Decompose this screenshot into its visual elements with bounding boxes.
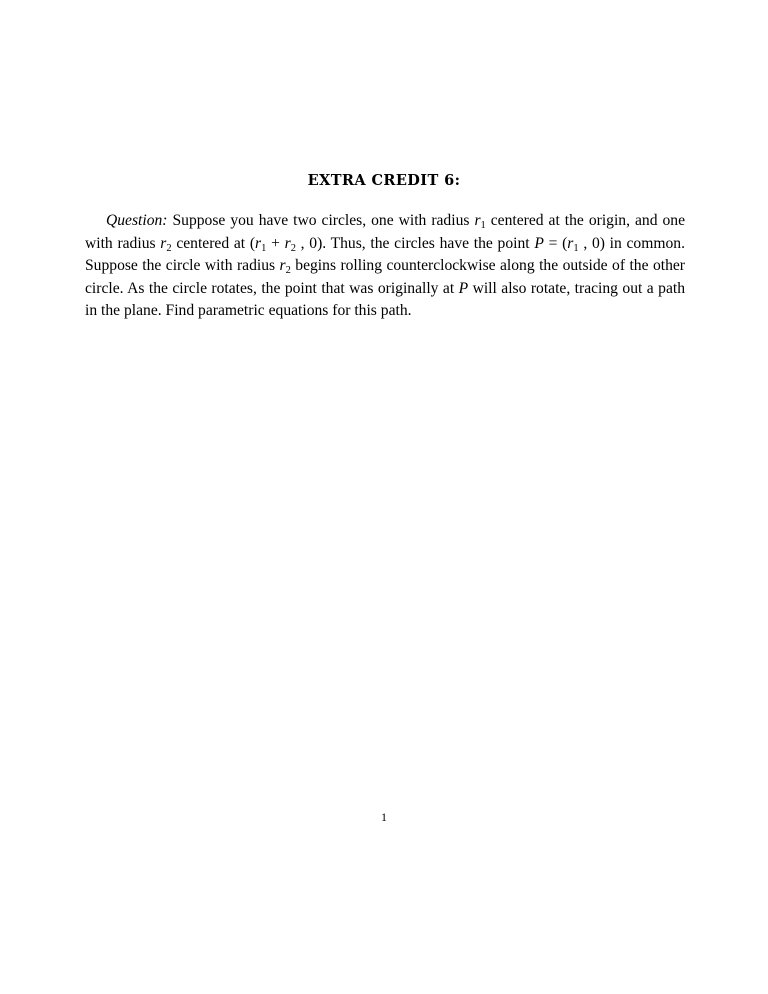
- math-variable: r: [255, 234, 262, 252]
- question-paragraph: [85, 210, 685, 323]
- math-variable: P: [458, 279, 469, 297]
- question-text: begins rolling counterclockwise along the outside of the other circle. As the circle rotates, the point that was originally at: [85, 257, 685, 297]
- math-subscript: 1: [573, 242, 579, 254]
- page-number: 1: [381, 810, 387, 824]
- math-subscript: 2: [285, 265, 291, 277]
- question-text: , 0) in common. Suppose the circle with radius: [85, 234, 685, 275]
- question-text: , 0). Thus, the circles have the point: [295, 234, 535, 252]
- math-variable: r: [279, 257, 286, 275]
- question-text: will also rotate, tracing out a path in the plane. Find parametric equations for this path.: [85, 279, 685, 320]
- question-text: centered at the origin, and one with radius: [85, 212, 685, 252]
- math-variable: r: [284, 234, 291, 252]
- question-text: +: [266, 234, 285, 252]
- math-subscript: 1: [261, 242, 267, 254]
- question-text: centered at (: [171, 234, 256, 252]
- question-text: Suppose you have two circles, one with radius: [167, 212, 475, 229]
- math-variable: r: [160, 234, 167, 252]
- math-variable: P: [534, 234, 544, 252]
- math-subscript: 2: [290, 242, 296, 254]
- question-text: = (: [543, 234, 568, 252]
- page-title: EXTRA CREDIT 6:: [307, 172, 461, 189]
- question-label: Question:: [106, 212, 168, 229]
- math-variable: r: [474, 212, 481, 229]
- math-variable: r: [567, 234, 574, 252]
- math-subscript: 1: [480, 220, 486, 231]
- math-subscript: 2: [166, 242, 172, 254]
